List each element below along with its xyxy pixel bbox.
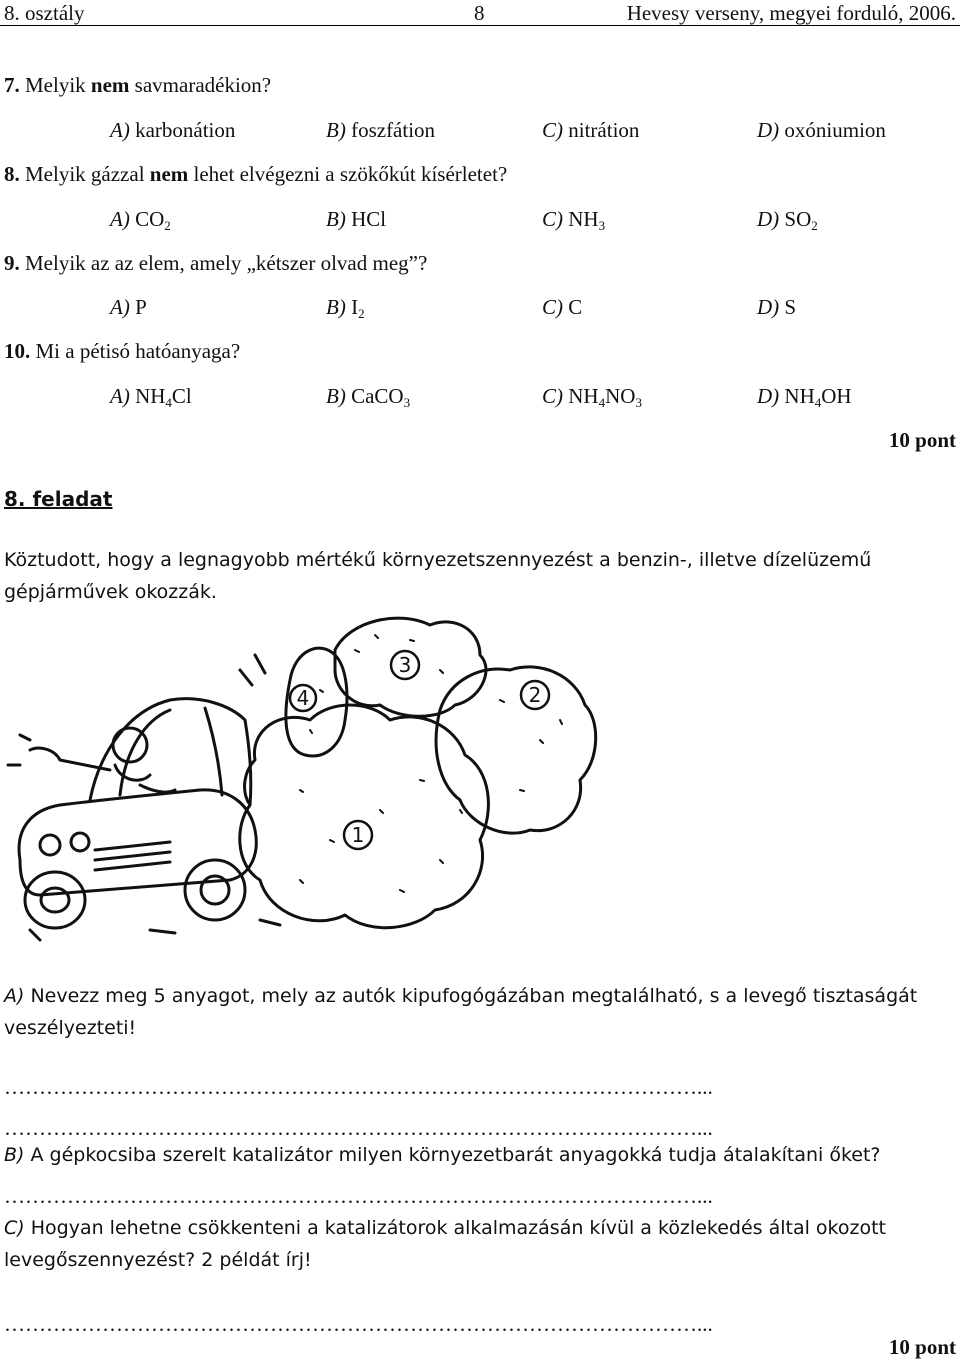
q7-option-c: C) nitrátion <box>542 118 640 142</box>
q8-option-c: C) $NH_3$ <box>542 207 606 233</box>
q10-option-a: A) $NH_4Cl$ <box>110 384 192 410</box>
points-label: 10 pont <box>888 428 956 452</box>
q9-option-b: B) $I_2$ <box>326 295 365 321</box>
question-number: 8. <box>4 162 20 186</box>
cloud-number-4: 4 <box>296 686 310 710</box>
q9-option-a: A) P <box>110 295 147 319</box>
sub-question-a: A) Nevezz meg 5 anyagot, mely az autók kipufogógázában megtalálható, s a levegő tisztaságát veszélyezteti! <box>4 985 918 1039</box>
car-exhaust-illustration <box>0 610 960 950</box>
q8-option-b: B) HCl <box>326 207 387 231</box>
question-8: 8. Melyik gázzal nem lehet elvégezni a szökőkút kísérletet? <box>4 162 508 186</box>
points-label: 10 pont <box>888 1335 956 1359</box>
question-7: 7. Melyik nem savmaradékion? <box>4 73 272 97</box>
header-left: 8. osztály <box>4 1 85 25</box>
q10-option-d: D) $NH_4OH$ <box>757 384 852 410</box>
sub-question-b: B) A gépkocsiba szerelt katalizátor milyen környezetbarát anyagokká tudja átalakítani őket? <box>4 1144 881 1166</box>
q8-option-d: D) $SO_2$ <box>757 207 818 233</box>
q7-option-a: A) karbonátion <box>110 118 236 142</box>
header-page-number: 8 <box>474 1 485 25</box>
answer-line: ………………………………………………………………………………………... <box>4 1312 713 1336</box>
page-header <box>0 3 960 26</box>
q7-option-b: B) foszfátion <box>326 118 436 142</box>
task-intro: Köztudott, hogy a legnagyobb mértékű környezetszennyezést a benzin-, illetve dízelüzemű gépjárművek okozzák. <box>4 549 872 603</box>
q8-option-a: A) $CO_2$ <box>110 207 171 233</box>
question-9: 9. Melyik az az elem, amely „kétszer olvad meg”? <box>4 251 428 275</box>
answer-line: ………………………………………………………………………………………... <box>4 1116 713 1140</box>
question-number: 10. <box>4 339 31 363</box>
question-number: 9. <box>4 251 20 275</box>
answer-line: ………………………………………………………………………………………... <box>4 1184 713 1208</box>
q9-option-c: C) C <box>542 295 583 319</box>
wheel-rear <box>185 860 245 920</box>
cloud-number-3: 3 <box>398 653 412 677</box>
cloud-number-1: 1 <box>351 823 365 847</box>
sub-question-c: C) Hogyan lehetne csökkenteni a katalizátorok alkalmazásán kívül a közlekedés által okozott levegőszennyezést? 2 példát írj! <box>4 1217 886 1271</box>
question-10: 10. Mi a pétisó hatóanyaga? <box>4 339 241 363</box>
answer-line: ………………………………………………………………………………………... <box>4 1075 713 1099</box>
cloud-2 <box>436 667 596 833</box>
car-body <box>19 790 256 895</box>
cloud-1 <box>240 705 489 928</box>
header-right: Hevesy verseny, megyei forduló, 2006. <box>626 1 956 25</box>
q10-option-b: B) CaCO$_3$ <box>326 384 411 410</box>
wheel-front <box>25 872 85 928</box>
q9-option-d: D) S <box>757 295 797 319</box>
question-number: 7. <box>4 73 20 97</box>
q10-option-c: C) $NH_4NO_3$ <box>542 384 642 410</box>
cloud-number-2: 2 <box>528 683 542 707</box>
q7-option-d: D) oxóniumion <box>757 118 886 142</box>
task-title: 8. feladat <box>4 487 113 511</box>
